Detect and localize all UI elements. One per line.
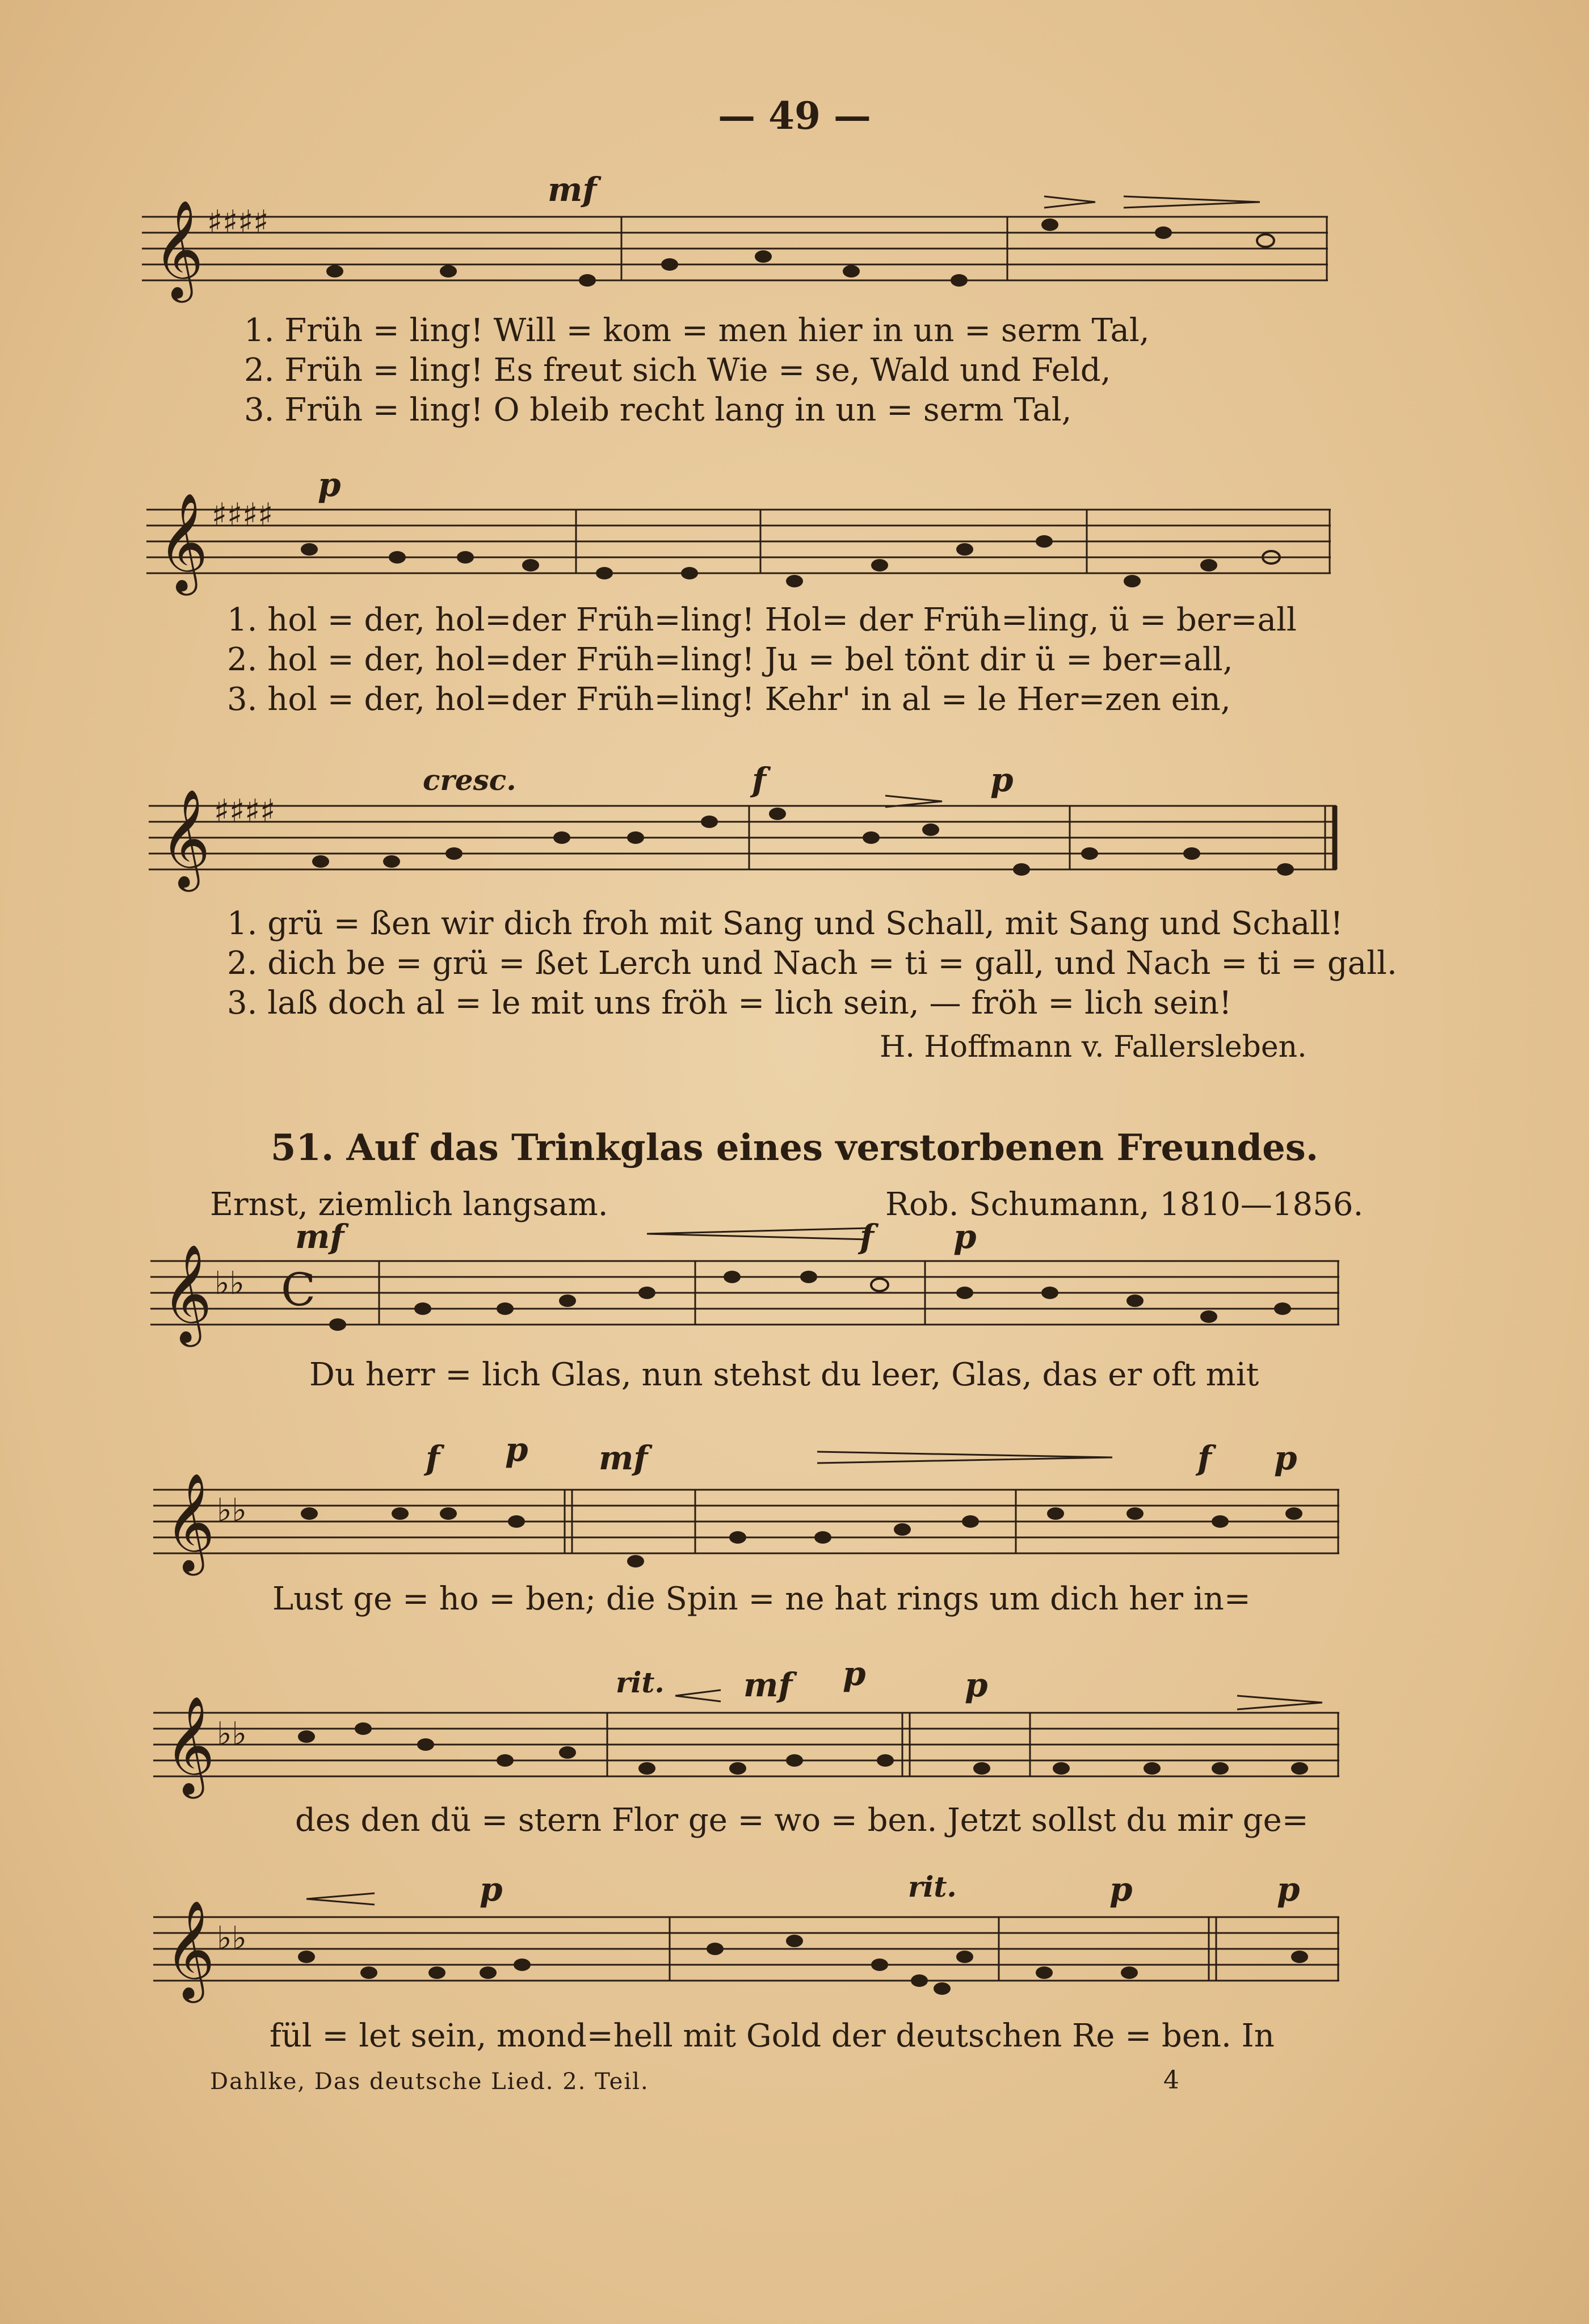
svg-text:♯♯♯♯: ♯♯♯♯	[214, 793, 276, 830]
lyric-line	[227, 681, 1231, 718]
dynamic-p: p	[318, 465, 341, 504]
dynamic-rit: rit.	[616, 1666, 665, 1699]
lyric-line: des den dü = stern Flor ge = wo = ben. Jetzt sollst du mir ge=	[295, 1802, 1309, 1839]
footer-book-title: Dahlke, Das deutsche Lied. 2. Teil.	[210, 2069, 649, 2095]
verse-text: Früh = ling! Will = kom = men hier in un = serm Tal,	[284, 312, 1150, 349]
verse-text: dich be = grü = ßet Lerch und Nach = ti = gall, und Nach = ti = gall.	[267, 945, 1397, 982]
verse-number: 2.	[227, 945, 258, 982]
dynamic-p: p	[1277, 1870, 1300, 1909]
svg-text:♭♭: ♭♭	[217, 1492, 247, 1529]
verse-text: grü = ßen wir dich froh mit Sang und Schall, mit Sang und Schall!	[267, 905, 1343, 942]
composer-credit: Rob. Schumann, 1810—1856.	[885, 1186, 1364, 1223]
svg-text:♯♯♯♯: ♯♯♯♯	[207, 204, 269, 241]
svg-text:♯♯♯♯: ♯♯♯♯	[212, 497, 274, 533]
verse-number: 3.	[227, 985, 258, 1022]
lyricist-credit: H. Hoffmann v. Fallersleben.	[880, 1030, 1307, 1064]
lyric-line	[227, 641, 1233, 678]
verse-number: 2.	[244, 352, 275, 389]
svg-text:♭♭: ♭♭	[217, 1920, 247, 1957]
lyric-line: Du herr = lich Glas, nun stehst du leer, Glas, das er oft mit	[309, 1356, 1259, 1393]
tempo-marking: Ernst, ziemlich langsam.	[210, 1186, 608, 1223]
svg-text:𝄞: 𝄞	[158, 493, 208, 591]
dynamic-rit: rit.	[908, 1870, 957, 1903]
verse-number: 1.	[227, 905, 258, 942]
page-number: — 49 —	[718, 94, 871, 138]
dynamic-p: p	[1109, 1870, 1133, 1909]
svg-text:𝄞: 𝄞	[162, 1244, 212, 1343]
verse-text: hol = der, hol=der Früh=ling! Kehr' in al = le Her=zen ein,	[267, 681, 1231, 718]
svg-text:C: C	[281, 1263, 316, 1316]
verse-text: hol = der, hol=der Früh=ling! Ju = bel tönt dir ü = ber=all,	[267, 641, 1233, 678]
verse-text: Früh = ling! Es freut sich Wie = se, Wald und Feld,	[284, 352, 1111, 389]
lyric-line	[244, 352, 1111, 389]
dynamic-p: p	[965, 1666, 988, 1704]
dynamic-p: p	[1274, 1439, 1297, 1477]
dynamic-cresc: cresc.	[423, 763, 516, 797]
dynamic-f: f	[1197, 1439, 1212, 1477]
lyric-line	[227, 905, 1343, 942]
dynamic-mf: mf	[548, 170, 597, 209]
lyric-line: Lust ge = ho = ben; die Spin = ne hat rings um dich her in=	[272, 1581, 1251, 1617]
verse-text: Früh = ling! O bleib recht lang in un = serm Tal,	[284, 392, 1072, 428]
dynamic-p: p	[843, 1654, 866, 1693]
svg-text:𝄞: 𝄞	[153, 200, 204, 299]
dynamic-p: p	[990, 760, 1014, 799]
dynamic-f: f	[426, 1439, 440, 1477]
svg-text:♭♭: ♭♭	[215, 1265, 245, 1302]
verse-text: laß doch al = le mit uns fröh = lich sein, — fröh = lich sein!	[267, 985, 1232, 1022]
verse-number: 3.	[244, 392, 275, 428]
verse-number: 3.	[227, 681, 258, 718]
lyric-line	[244, 392, 1071, 428]
dynamic-p: p	[480, 1870, 503, 1909]
dynamic-p: p	[953, 1217, 977, 1256]
lyric-line: fül = let sein, mond=hell mit Gold der deutschen Re = ben. In	[270, 2018, 1275, 2054]
dynamic-mf: mf	[295, 1217, 344, 1256]
verse-text: hol = der, hol=der Früh=ling! Hol= der Früh=ling, ü = ber=all	[267, 602, 1297, 638]
lyric-line	[244, 312, 1150, 349]
dynamic-mf: mf	[599, 1439, 648, 1477]
dynamic-f: f	[752, 760, 766, 799]
svg-text:𝄞: 𝄞	[165, 1900, 215, 1999]
svg-text:𝄞: 𝄞	[165, 1696, 215, 1795]
lyric-line	[227, 602, 1297, 638]
lyric-line	[227, 945, 1397, 982]
svg-text:𝄞: 𝄞	[165, 1473, 215, 1571]
song-title: 51. Auf das Trinkglas eines verstorbenen Freundes.	[270, 1127, 1319, 1169]
verse-number: 1.	[244, 312, 275, 349]
dynamic-f: f	[860, 1217, 874, 1256]
lyric-line	[227, 985, 1232, 1022]
footer-signature: 4	[1163, 2066, 1179, 2095]
svg-text:♭♭: ♭♭	[217, 1716, 247, 1753]
dynamic-p: p	[505, 1430, 528, 1469]
verse-number: 1.	[227, 602, 258, 638]
svg-text:𝄞: 𝄞	[160, 789, 211, 888]
verse-number: 2.	[227, 641, 258, 678]
dynamic-mf: mf	[743, 1666, 793, 1704]
